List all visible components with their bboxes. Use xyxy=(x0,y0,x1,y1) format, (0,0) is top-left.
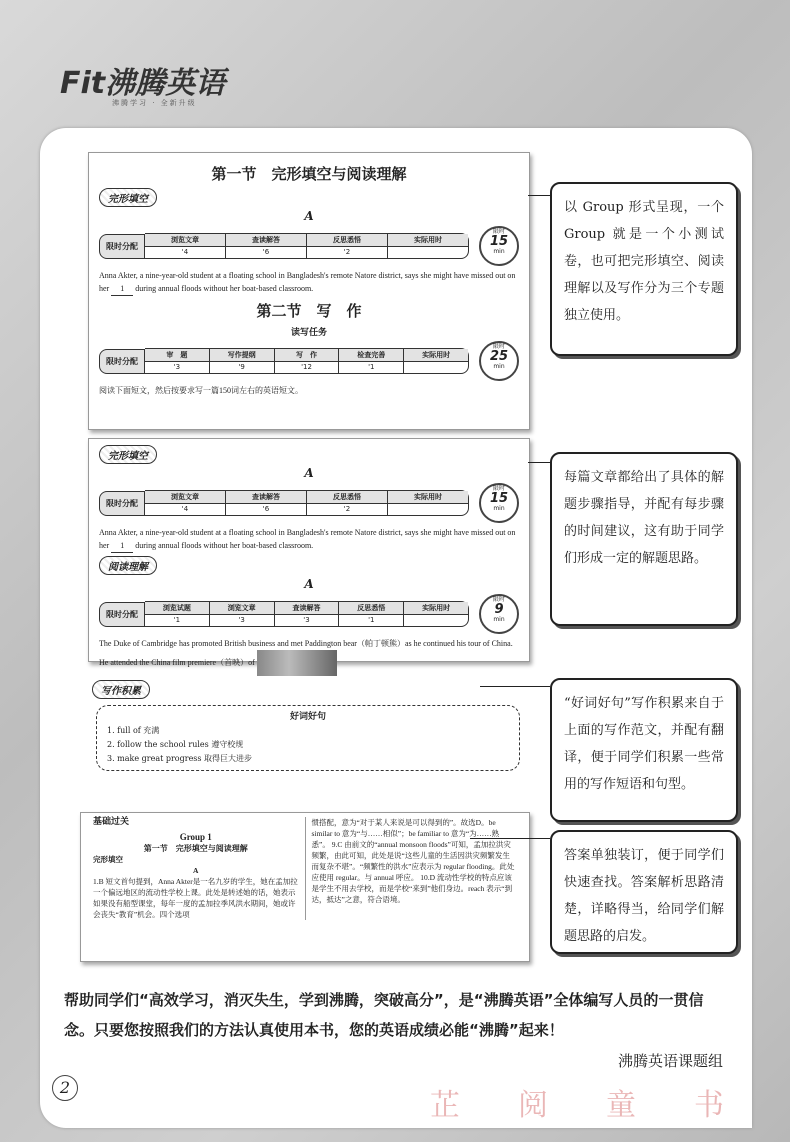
connector-line xyxy=(470,838,550,839)
col-head: 查读解答 xyxy=(226,234,306,247)
blank: 1 xyxy=(111,539,133,553)
reading-text xyxy=(99,637,519,676)
col-head: 浏览试题 xyxy=(145,602,209,615)
col-head: 实际用时 xyxy=(404,602,468,615)
connector-line xyxy=(528,195,550,196)
clock-icon xyxy=(479,594,519,634)
vocab-item: 2. follow the school rules 遵守校规 xyxy=(107,740,244,749)
cloze-tag-2: 完形填空 xyxy=(99,445,157,464)
time-table-2 xyxy=(99,341,519,381)
answer-left-text: 1.B 短文首句提到，Anna Akter是一名九岁的学生，她在孟加拉一个偏远地区的流动性学校上课。此处是转述她的话，她表示如果没有船型课堂，每年一度的孟加拉季风洪水期间，她或许会丧失“教育”机会。四个选项 xyxy=(93,877,298,919)
passage-label-2: A xyxy=(304,466,314,480)
col-value: '1 xyxy=(368,363,375,371)
time-table-4 xyxy=(99,594,519,634)
passage-part-a: Anna Akter, a nine-year-old student at a floating school in Bangladesh's remote Natore district, says she might have missed out on her xyxy=(99,528,516,550)
cloze-tag: 完形填空 xyxy=(99,188,157,207)
col-value: '4 xyxy=(181,505,189,513)
clock-number: 25 xyxy=(489,349,509,364)
watermark-stamp: 芷 阅 童 书 xyxy=(430,1088,738,1123)
clock-number: 9 xyxy=(494,602,504,617)
sample-panel-2 xyxy=(88,438,530,667)
clock-label: 限时 xyxy=(492,343,505,350)
passage-part-b: during annual floods without her boat-based classroom. xyxy=(135,284,314,293)
clock-unit: min xyxy=(493,616,505,623)
blank: 1 xyxy=(111,282,133,296)
passage-text-2 xyxy=(99,526,519,553)
col-head: 反思悉悟 xyxy=(307,491,387,504)
sample-panel-1 xyxy=(88,152,530,430)
col-value: '1 xyxy=(368,616,375,624)
vocab-item: 3. make great progress 取得巨大进步 xyxy=(107,754,253,763)
col-value xyxy=(404,362,468,373)
vocab-box-title: 好词好句 xyxy=(289,712,326,722)
col-value: '1 xyxy=(173,616,181,624)
photo-image xyxy=(257,650,337,676)
reading-tag: 阅读理解 xyxy=(99,556,157,575)
logo-sub: 沸腾学习 · 全新升级 xyxy=(112,99,197,107)
col-value: '6 xyxy=(262,248,270,256)
footer-mission: 帮助同学们“高效学习，消灭失生，学到沸腾，突破高分”，是“沸腾英语”全体编写人员的一贯信念。只要您按照我们的方法认真使用本书，您的英语成绩必能“沸腾”起来！ xyxy=(64,991,704,1039)
vocab-box xyxy=(96,705,520,771)
logo-en: Fit xyxy=(60,66,106,101)
col-head: 写作提纲 xyxy=(210,349,274,362)
col-head: 浏览文章 xyxy=(210,602,274,615)
callout-steps: 每篇文章都给出了具体的解题步骤指导，并配有每步骤的时间建议，这有助于同学们形成一定的解题思路。 xyxy=(550,452,738,626)
writing-prompt: 阅读下面短文，然后按要求写一篇150词左右的英语短文。 xyxy=(99,386,303,395)
clock-unit: min xyxy=(493,248,505,255)
passage-part-a: Anna Akter, a nine-year-old student at a floating school in Bangladesh's remote Natore district, says she might have missed out on her xyxy=(99,271,516,293)
connector-line xyxy=(528,462,550,463)
callout-vocab: “好词好句”写作积累来自于上面的写作范文，并配有翻译，便于同学们积累一些常用的写作短语和句型。 xyxy=(550,678,738,822)
page-number: 2 xyxy=(52,1075,78,1101)
col-head: 查读解答 xyxy=(226,491,306,504)
reading-text-body: The Duke of Cambridge has promoted British business and met Paddington bear（帕丁顿熊）as he continued his tour of China. He attended the China film premiere（首映）of xyxy=(99,639,513,667)
clock-icon xyxy=(479,226,519,266)
section2-title: 第二节 写 作 xyxy=(256,302,362,320)
col-value: '3 xyxy=(303,616,310,624)
clock-unit: min xyxy=(493,505,505,512)
time-label-2: 限时分配 xyxy=(99,349,145,374)
passage-part-b: during annual floods without her boat-based classroom. xyxy=(135,541,314,550)
clock-icon xyxy=(479,483,519,523)
answer-a: A xyxy=(193,866,199,875)
col-value xyxy=(388,247,468,258)
callout-answers: 答案单独装订，便于同学们快速查找。答案解析思路清楚，详略得当，给同学们解题思路的启发。 xyxy=(550,830,738,954)
answer-right-text: 惯搭配，意为“对于某人来说是可以得到的”。故选D。be similar to 意为“与……相似”；be familiar to 意为“为……熟悉”。 9.C 由前文的“annual monsoon floods”可知，孟加拉洪灾频繁，由此可知，此处是说“这些儿童的生活因洪灾频繁发生而复杂不堪”。“频繁性的洪水”应表示为 regular flooding。此处应使用 regular。与 annual 呼应。 10.D 流动性学校的特点应该是学生不用去学校，而是学校“来到”他们身边。reach 表示“到达，抵达”之意，符合语境。 xyxy=(311,818,515,904)
connector-line xyxy=(480,686,550,687)
col-head: 实际用时 xyxy=(388,234,468,247)
col-head: 实际用时 xyxy=(388,491,468,504)
col-value: '9 xyxy=(238,363,245,371)
vocab-item: 1. full of 充满 xyxy=(107,726,160,735)
callout-group-format: 以 Group 形式呈现，一个 Group 就是一个小测试卷，也可把完形填空、阅读理解以及写作分为三个专题独立使用。 xyxy=(550,182,738,356)
col-head: 反思悉悟 xyxy=(339,602,403,615)
section2-sub: 读写任务 xyxy=(290,328,327,338)
col-value xyxy=(388,504,468,515)
col-value: '4 xyxy=(181,248,189,256)
col-head: 查读解答 xyxy=(275,602,339,615)
time-table xyxy=(99,226,519,266)
brand-logo xyxy=(60,58,225,108)
col-value: '3 xyxy=(238,616,245,624)
col-value xyxy=(404,615,468,626)
section1-title: 第一节 完形填空与阅读理解 xyxy=(211,165,407,183)
time-label-3: 限时分配 xyxy=(99,491,145,516)
answer-sub: 完形填空 xyxy=(93,855,123,864)
answer-section: 第一节 完形填空与阅读理解 xyxy=(143,844,248,853)
passage-text xyxy=(99,269,519,296)
clock-label: 限时 xyxy=(492,485,505,492)
col-value: '12 xyxy=(301,363,312,371)
signature: 沸腾英语课题组 xyxy=(618,1052,724,1070)
writing-tag: 写作积累 xyxy=(92,680,150,699)
logo-cn: 沸腾英语 xyxy=(105,66,226,101)
col-head: 实际用时 xyxy=(404,349,468,362)
col-value: '2 xyxy=(343,505,351,513)
passage-label-3: A xyxy=(304,577,314,591)
passage-label: A xyxy=(304,209,314,223)
time-table-3 xyxy=(99,483,519,523)
group-label: Group 1 xyxy=(179,832,212,842)
col-head: 浏览文章 xyxy=(145,234,225,247)
time-label-4: 限时分配 xyxy=(99,602,145,627)
col-value: '3 xyxy=(173,363,181,371)
sample-panel-3 xyxy=(88,680,528,772)
col-head: 审 题 xyxy=(145,349,209,362)
answer-head: 基础过关 xyxy=(93,817,130,827)
col-value: '2 xyxy=(343,248,351,256)
col-head: 反思悉悟 xyxy=(307,234,387,247)
sample-panel-4 xyxy=(80,812,530,962)
clock-number: 15 xyxy=(489,491,509,506)
col-head: 浏览文章 xyxy=(145,491,225,504)
clock-label: 限时 xyxy=(492,596,505,603)
clock-icon xyxy=(479,341,519,381)
col-head: 写 作 xyxy=(275,349,339,362)
time-label: 限时分配 xyxy=(99,234,145,259)
col-value: '6 xyxy=(262,505,270,513)
clock-label: 限时 xyxy=(492,228,505,235)
clock-number: 15 xyxy=(489,234,509,249)
clock-unit: min xyxy=(493,363,505,370)
col-head: 检查完善 xyxy=(339,349,403,362)
